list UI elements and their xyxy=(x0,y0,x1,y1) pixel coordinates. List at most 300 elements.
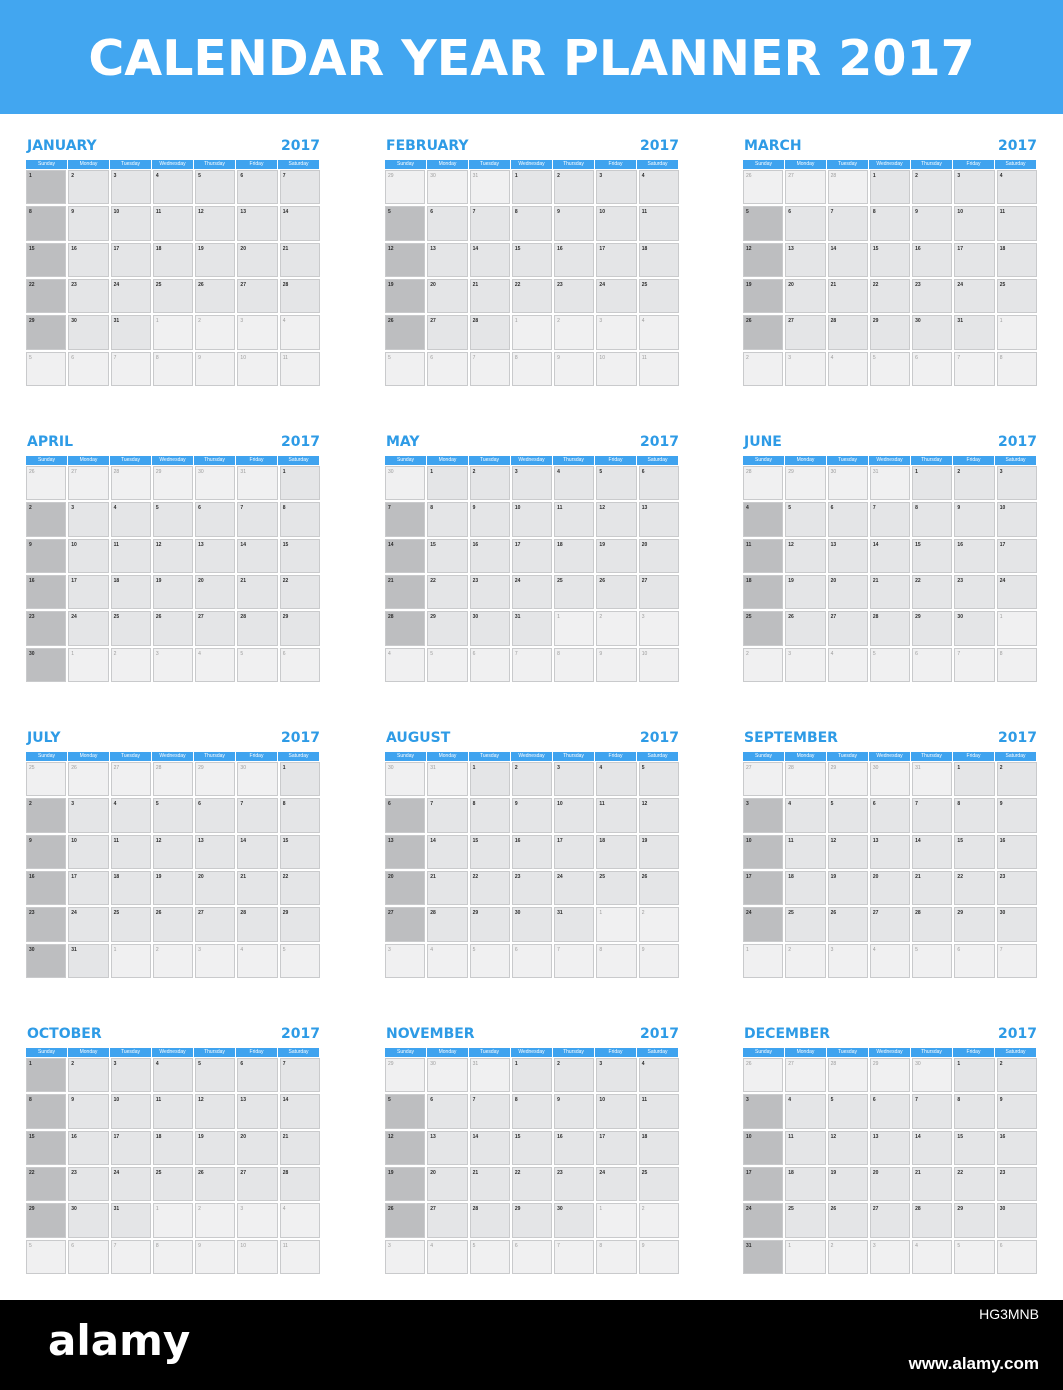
day-cell[interactable] xyxy=(512,1240,552,1274)
day-cell[interactable] xyxy=(954,1167,994,1201)
day-cell[interactable] xyxy=(195,1167,235,1201)
day-cell[interactable] xyxy=(870,315,910,349)
day-cell[interactable] xyxy=(870,466,910,500)
day-cell[interactable] xyxy=(912,798,952,832)
day-cell[interactable] xyxy=(743,648,783,682)
day-cell[interactable] xyxy=(427,170,467,204)
day-cell[interactable] xyxy=(870,1094,910,1128)
day-cell[interactable] xyxy=(195,762,235,796)
day-cell[interactable] xyxy=(512,907,552,941)
day-cell[interactable] xyxy=(997,907,1037,941)
day-cell[interactable] xyxy=(385,466,425,500)
day-cell[interactable] xyxy=(111,206,151,240)
day-cell[interactable] xyxy=(470,206,510,240)
day-cell[interactable] xyxy=(470,1131,510,1165)
day-cell[interactable] xyxy=(470,798,510,832)
day-cell[interactable] xyxy=(26,1058,66,1092)
day-cell[interactable] xyxy=(195,315,235,349)
day-cell[interactable] xyxy=(997,1058,1037,1092)
day-cell[interactable] xyxy=(554,835,594,869)
day-cell[interactable] xyxy=(785,1131,825,1165)
day-cell[interactable] xyxy=(596,762,636,796)
day-cell[interactable] xyxy=(153,1131,193,1165)
day-cell[interactable] xyxy=(470,762,510,796)
day-cell[interactable] xyxy=(153,835,193,869)
day-cell[interactable] xyxy=(427,1167,467,1201)
day-cell[interactable] xyxy=(512,835,552,869)
day-cell[interactable] xyxy=(997,243,1037,277)
day-cell[interactable] xyxy=(280,575,320,609)
day-cell[interactable] xyxy=(828,1203,868,1237)
day-cell[interactable] xyxy=(997,352,1037,386)
day-cell[interactable] xyxy=(743,1240,783,1274)
day-cell[interactable] xyxy=(26,907,66,941)
day-cell[interactable] xyxy=(427,575,467,609)
day-cell[interactable] xyxy=(153,539,193,573)
day-cell[interactable] xyxy=(68,1240,108,1274)
day-cell[interactable] xyxy=(639,539,679,573)
day-cell[interactable] xyxy=(68,835,108,869)
day-cell[interactable] xyxy=(26,1167,66,1201)
day-cell[interactable] xyxy=(195,907,235,941)
day-cell[interactable] xyxy=(512,611,552,645)
day-cell[interactable] xyxy=(68,1058,108,1092)
day-cell[interactable] xyxy=(743,611,783,645)
day-cell[interactable] xyxy=(954,762,994,796)
day-cell[interactable] xyxy=(26,539,66,573)
day-cell[interactable] xyxy=(153,279,193,313)
day-cell[interactable] xyxy=(195,279,235,313)
day-cell[interactable] xyxy=(743,944,783,978)
day-cell[interactable] xyxy=(997,502,1037,536)
day-cell[interactable] xyxy=(912,871,952,905)
day-cell[interactable] xyxy=(828,1131,868,1165)
day-cell[interactable] xyxy=(912,466,952,500)
day-cell[interactable] xyxy=(912,1203,952,1237)
day-cell[interactable] xyxy=(596,575,636,609)
day-cell[interactable] xyxy=(111,539,151,573)
day-cell[interactable] xyxy=(743,907,783,941)
day-cell[interactable] xyxy=(512,1203,552,1237)
day-cell[interactable] xyxy=(828,648,868,682)
day-cell[interactable] xyxy=(639,1131,679,1165)
day-cell[interactable] xyxy=(785,279,825,313)
day-cell[interactable] xyxy=(237,798,277,832)
day-cell[interactable] xyxy=(997,1094,1037,1128)
day-cell[interactable] xyxy=(639,575,679,609)
day-cell[interactable] xyxy=(639,871,679,905)
day-cell[interactable] xyxy=(237,1240,277,1274)
day-cell[interactable] xyxy=(954,352,994,386)
day-cell[interactable] xyxy=(195,1094,235,1128)
day-cell[interactable] xyxy=(870,835,910,869)
day-cell[interactable] xyxy=(470,611,510,645)
day-cell[interactable] xyxy=(26,648,66,682)
day-cell[interactable] xyxy=(280,1203,320,1237)
day-cell[interactable] xyxy=(237,1203,277,1237)
day-cell[interactable] xyxy=(639,466,679,500)
day-cell[interactable] xyxy=(554,648,594,682)
day-cell[interactable] xyxy=(554,1203,594,1237)
day-cell[interactable] xyxy=(954,466,994,500)
day-cell[interactable] xyxy=(785,170,825,204)
day-cell[interactable] xyxy=(385,502,425,536)
day-cell[interactable] xyxy=(828,1167,868,1201)
day-cell[interactable] xyxy=(280,279,320,313)
day-cell[interactable] xyxy=(280,944,320,978)
day-cell[interactable] xyxy=(68,907,108,941)
day-cell[interactable] xyxy=(68,279,108,313)
day-cell[interactable] xyxy=(512,502,552,536)
day-cell[interactable] xyxy=(554,611,594,645)
day-cell[interactable] xyxy=(828,835,868,869)
day-cell[interactable] xyxy=(785,466,825,500)
day-cell[interactable] xyxy=(385,1240,425,1274)
day-cell[interactable] xyxy=(237,611,277,645)
day-cell[interactable] xyxy=(639,1203,679,1237)
day-cell[interactable] xyxy=(237,1167,277,1201)
day-cell[interactable] xyxy=(470,575,510,609)
day-cell[interactable] xyxy=(427,871,467,905)
day-cell[interactable] xyxy=(828,315,868,349)
day-cell[interactable] xyxy=(153,762,193,796)
day-cell[interactable] xyxy=(954,944,994,978)
day-cell[interactable] xyxy=(828,1058,868,1092)
day-cell[interactable] xyxy=(26,279,66,313)
day-cell[interactable] xyxy=(26,1094,66,1128)
day-cell[interactable] xyxy=(26,502,66,536)
day-cell[interactable] xyxy=(153,1167,193,1201)
day-cell[interactable] xyxy=(596,243,636,277)
day-cell[interactable] xyxy=(470,539,510,573)
day-cell[interactable] xyxy=(596,206,636,240)
day-cell[interactable] xyxy=(195,352,235,386)
footer-url[interactable]: www.alamy.com xyxy=(908,1354,1039,1373)
day-cell[interactable] xyxy=(512,1058,552,1092)
day-cell[interactable] xyxy=(237,206,277,240)
day-cell[interactable] xyxy=(280,1058,320,1092)
day-cell[interactable] xyxy=(470,315,510,349)
day-cell[interactable] xyxy=(639,611,679,645)
day-cell[interactable] xyxy=(427,648,467,682)
day-cell[interactable] xyxy=(195,944,235,978)
day-cell[interactable] xyxy=(385,279,425,313)
day-cell[interactable] xyxy=(554,762,594,796)
day-cell[interactable] xyxy=(596,1058,636,1092)
day-cell[interactable] xyxy=(997,944,1037,978)
day-cell[interactable] xyxy=(743,871,783,905)
day-cell[interactable] xyxy=(596,466,636,500)
day-cell[interactable] xyxy=(26,611,66,645)
day-cell[interactable] xyxy=(554,798,594,832)
day-cell[interactable] xyxy=(954,1203,994,1237)
day-cell[interactable] xyxy=(111,1131,151,1165)
day-cell[interactable] xyxy=(639,835,679,869)
day-cell[interactable] xyxy=(912,1240,952,1274)
day-cell[interactable] xyxy=(26,835,66,869)
day-cell[interactable] xyxy=(237,835,277,869)
day-cell[interactable] xyxy=(785,1167,825,1201)
day-cell[interactable] xyxy=(828,539,868,573)
day-cell[interactable] xyxy=(870,539,910,573)
day-cell[interactable] xyxy=(912,352,952,386)
day-cell[interactable] xyxy=(596,315,636,349)
day-cell[interactable] xyxy=(870,762,910,796)
day-cell[interactable] xyxy=(427,1094,467,1128)
day-cell[interactable] xyxy=(954,871,994,905)
day-cell[interactable] xyxy=(195,835,235,869)
day-cell[interactable] xyxy=(870,798,910,832)
day-cell[interactable] xyxy=(237,575,277,609)
day-cell[interactable] xyxy=(470,907,510,941)
day-cell[interactable] xyxy=(870,611,910,645)
day-cell[interactable] xyxy=(26,170,66,204)
day-cell[interactable] xyxy=(427,1131,467,1165)
day-cell[interactable] xyxy=(111,611,151,645)
day-cell[interactable] xyxy=(195,1058,235,1092)
day-cell[interactable] xyxy=(639,907,679,941)
day-cell[interactable] xyxy=(743,1203,783,1237)
day-cell[interactable] xyxy=(743,206,783,240)
day-cell[interactable] xyxy=(280,611,320,645)
day-cell[interactable] xyxy=(785,944,825,978)
day-cell[interactable] xyxy=(596,279,636,313)
day-cell[interactable] xyxy=(912,648,952,682)
day-cell[interactable] xyxy=(280,1240,320,1274)
day-cell[interactable] xyxy=(743,1167,783,1201)
day-cell[interactable] xyxy=(997,611,1037,645)
day-cell[interactable] xyxy=(785,315,825,349)
day-cell[interactable] xyxy=(512,944,552,978)
day-cell[interactable] xyxy=(427,466,467,500)
day-cell[interactable] xyxy=(111,575,151,609)
day-cell[interactable] xyxy=(912,1094,952,1128)
day-cell[interactable] xyxy=(153,206,193,240)
day-cell[interactable] xyxy=(954,907,994,941)
day-cell[interactable] xyxy=(68,798,108,832)
day-cell[interactable] xyxy=(512,206,552,240)
day-cell[interactable] xyxy=(470,243,510,277)
day-cell[interactable] xyxy=(512,648,552,682)
day-cell[interactable] xyxy=(870,575,910,609)
day-cell[interactable] xyxy=(912,315,952,349)
day-cell[interactable] xyxy=(554,907,594,941)
day-cell[interactable] xyxy=(195,466,235,500)
day-cell[interactable] xyxy=(997,1131,1037,1165)
day-cell[interactable] xyxy=(639,315,679,349)
day-cell[interactable] xyxy=(785,1094,825,1128)
day-cell[interactable] xyxy=(68,170,108,204)
day-cell[interactable] xyxy=(743,1058,783,1092)
day-cell[interactable] xyxy=(427,1058,467,1092)
day-cell[interactable] xyxy=(470,835,510,869)
day-cell[interactable] xyxy=(870,170,910,204)
day-cell[interactable] xyxy=(385,170,425,204)
day-cell[interactable] xyxy=(195,502,235,536)
day-cell[interactable] xyxy=(68,871,108,905)
day-cell[interactable] xyxy=(743,1131,783,1165)
day-cell[interactable] xyxy=(427,1203,467,1237)
day-cell[interactable] xyxy=(639,279,679,313)
day-cell[interactable] xyxy=(997,539,1037,573)
day-cell[interactable] xyxy=(870,648,910,682)
day-cell[interactable] xyxy=(596,1167,636,1201)
day-cell[interactable] xyxy=(596,648,636,682)
day-cell[interactable] xyxy=(237,315,277,349)
day-cell[interactable] xyxy=(470,279,510,313)
day-cell[interactable] xyxy=(912,1131,952,1165)
day-cell[interactable] xyxy=(828,907,868,941)
day-cell[interactable] xyxy=(554,352,594,386)
day-cell[interactable] xyxy=(385,835,425,869)
day-cell[interactable] xyxy=(427,944,467,978)
day-cell[interactable] xyxy=(195,206,235,240)
day-cell[interactable] xyxy=(785,352,825,386)
day-cell[interactable] xyxy=(26,575,66,609)
day-cell[interactable] xyxy=(153,466,193,500)
day-cell[interactable] xyxy=(743,1094,783,1128)
day-cell[interactable] xyxy=(512,352,552,386)
day-cell[interactable] xyxy=(153,315,193,349)
day-cell[interactable] xyxy=(912,539,952,573)
day-cell[interactable] xyxy=(997,798,1037,832)
day-cell[interactable] xyxy=(785,1203,825,1237)
day-cell[interactable] xyxy=(26,243,66,277)
day-cell[interactable] xyxy=(596,1203,636,1237)
day-cell[interactable] xyxy=(385,206,425,240)
day-cell[interactable] xyxy=(870,944,910,978)
day-cell[interactable] xyxy=(237,243,277,277)
day-cell[interactable] xyxy=(785,762,825,796)
day-cell[interactable] xyxy=(828,466,868,500)
day-cell[interactable] xyxy=(111,835,151,869)
day-cell[interactable] xyxy=(280,1094,320,1128)
day-cell[interactable] xyxy=(385,762,425,796)
day-cell[interactable] xyxy=(470,1058,510,1092)
day-cell[interactable] xyxy=(111,1240,151,1274)
day-cell[interactable] xyxy=(153,648,193,682)
day-cell[interactable] xyxy=(596,871,636,905)
day-cell[interactable] xyxy=(111,907,151,941)
day-cell[interactable] xyxy=(596,611,636,645)
day-cell[interactable] xyxy=(68,315,108,349)
day-cell[interactable] xyxy=(153,502,193,536)
day-cell[interactable] xyxy=(385,539,425,573)
day-cell[interactable] xyxy=(237,907,277,941)
day-cell[interactable] xyxy=(111,466,151,500)
day-cell[interactable] xyxy=(954,835,994,869)
day-cell[interactable] xyxy=(554,279,594,313)
day-cell[interactable] xyxy=(912,611,952,645)
day-cell[interactable] xyxy=(512,539,552,573)
day-cell[interactable] xyxy=(385,243,425,277)
day-cell[interactable] xyxy=(385,648,425,682)
day-cell[interactable] xyxy=(26,315,66,349)
day-cell[interactable] xyxy=(954,1131,994,1165)
day-cell[interactable] xyxy=(280,835,320,869)
day-cell[interactable] xyxy=(743,835,783,869)
day-cell[interactable] xyxy=(639,206,679,240)
day-cell[interactable] xyxy=(912,907,952,941)
day-cell[interactable] xyxy=(554,1240,594,1274)
day-cell[interactable] xyxy=(68,611,108,645)
day-cell[interactable] xyxy=(997,762,1037,796)
day-cell[interactable] xyxy=(596,798,636,832)
day-cell[interactable] xyxy=(111,798,151,832)
day-cell[interactable] xyxy=(639,944,679,978)
day-cell[interactable] xyxy=(237,352,277,386)
day-cell[interactable] xyxy=(26,1131,66,1165)
day-cell[interactable] xyxy=(912,279,952,313)
day-cell[interactable] xyxy=(385,1094,425,1128)
day-cell[interactable] xyxy=(68,466,108,500)
day-cell[interactable] xyxy=(785,243,825,277)
day-cell[interactable] xyxy=(385,871,425,905)
day-cell[interactable] xyxy=(954,575,994,609)
day-cell[interactable] xyxy=(912,1058,952,1092)
day-cell[interactable] xyxy=(785,1058,825,1092)
day-cell[interactable] xyxy=(512,798,552,832)
day-cell[interactable] xyxy=(639,1167,679,1201)
day-cell[interactable] xyxy=(997,1167,1037,1201)
day-cell[interactable] xyxy=(743,502,783,536)
day-cell[interactable] xyxy=(554,1131,594,1165)
day-cell[interactable] xyxy=(997,575,1037,609)
day-cell[interactable] xyxy=(237,1131,277,1165)
day-cell[interactable] xyxy=(427,1240,467,1274)
day-cell[interactable] xyxy=(954,611,994,645)
day-cell[interactable] xyxy=(153,907,193,941)
day-cell[interactable] xyxy=(870,1131,910,1165)
day-cell[interactable] xyxy=(427,243,467,277)
day-cell[interactable] xyxy=(912,243,952,277)
day-cell[interactable] xyxy=(385,352,425,386)
day-cell[interactable] xyxy=(385,611,425,645)
day-cell[interactable] xyxy=(785,611,825,645)
day-cell[interactable] xyxy=(554,502,594,536)
day-cell[interactable] xyxy=(195,1131,235,1165)
day-cell[interactable] xyxy=(997,1203,1037,1237)
day-cell[interactable] xyxy=(512,466,552,500)
day-cell[interactable] xyxy=(997,315,1037,349)
day-cell[interactable] xyxy=(195,611,235,645)
day-cell[interactable] xyxy=(512,1131,552,1165)
day-cell[interactable] xyxy=(237,1058,277,1092)
day-cell[interactable] xyxy=(470,352,510,386)
day-cell[interactable] xyxy=(596,835,636,869)
day-cell[interactable] xyxy=(68,944,108,978)
day-cell[interactable] xyxy=(554,575,594,609)
day-cell[interactable] xyxy=(954,539,994,573)
day-cell[interactable] xyxy=(870,279,910,313)
day-cell[interactable] xyxy=(997,648,1037,682)
day-cell[interactable] xyxy=(997,1240,1037,1274)
day-cell[interactable] xyxy=(912,944,952,978)
day-cell[interactable] xyxy=(912,1167,952,1201)
day-cell[interactable] xyxy=(954,315,994,349)
day-cell[interactable] xyxy=(554,944,594,978)
day-cell[interactable] xyxy=(639,502,679,536)
day-cell[interactable] xyxy=(237,539,277,573)
day-cell[interactable] xyxy=(427,315,467,349)
day-cell[interactable] xyxy=(785,907,825,941)
day-cell[interactable] xyxy=(26,466,66,500)
day-cell[interactable] xyxy=(26,871,66,905)
day-cell[interactable] xyxy=(68,1131,108,1165)
day-cell[interactable] xyxy=(153,1094,193,1128)
day-cell[interactable] xyxy=(554,871,594,905)
day-cell[interactable] xyxy=(153,798,193,832)
